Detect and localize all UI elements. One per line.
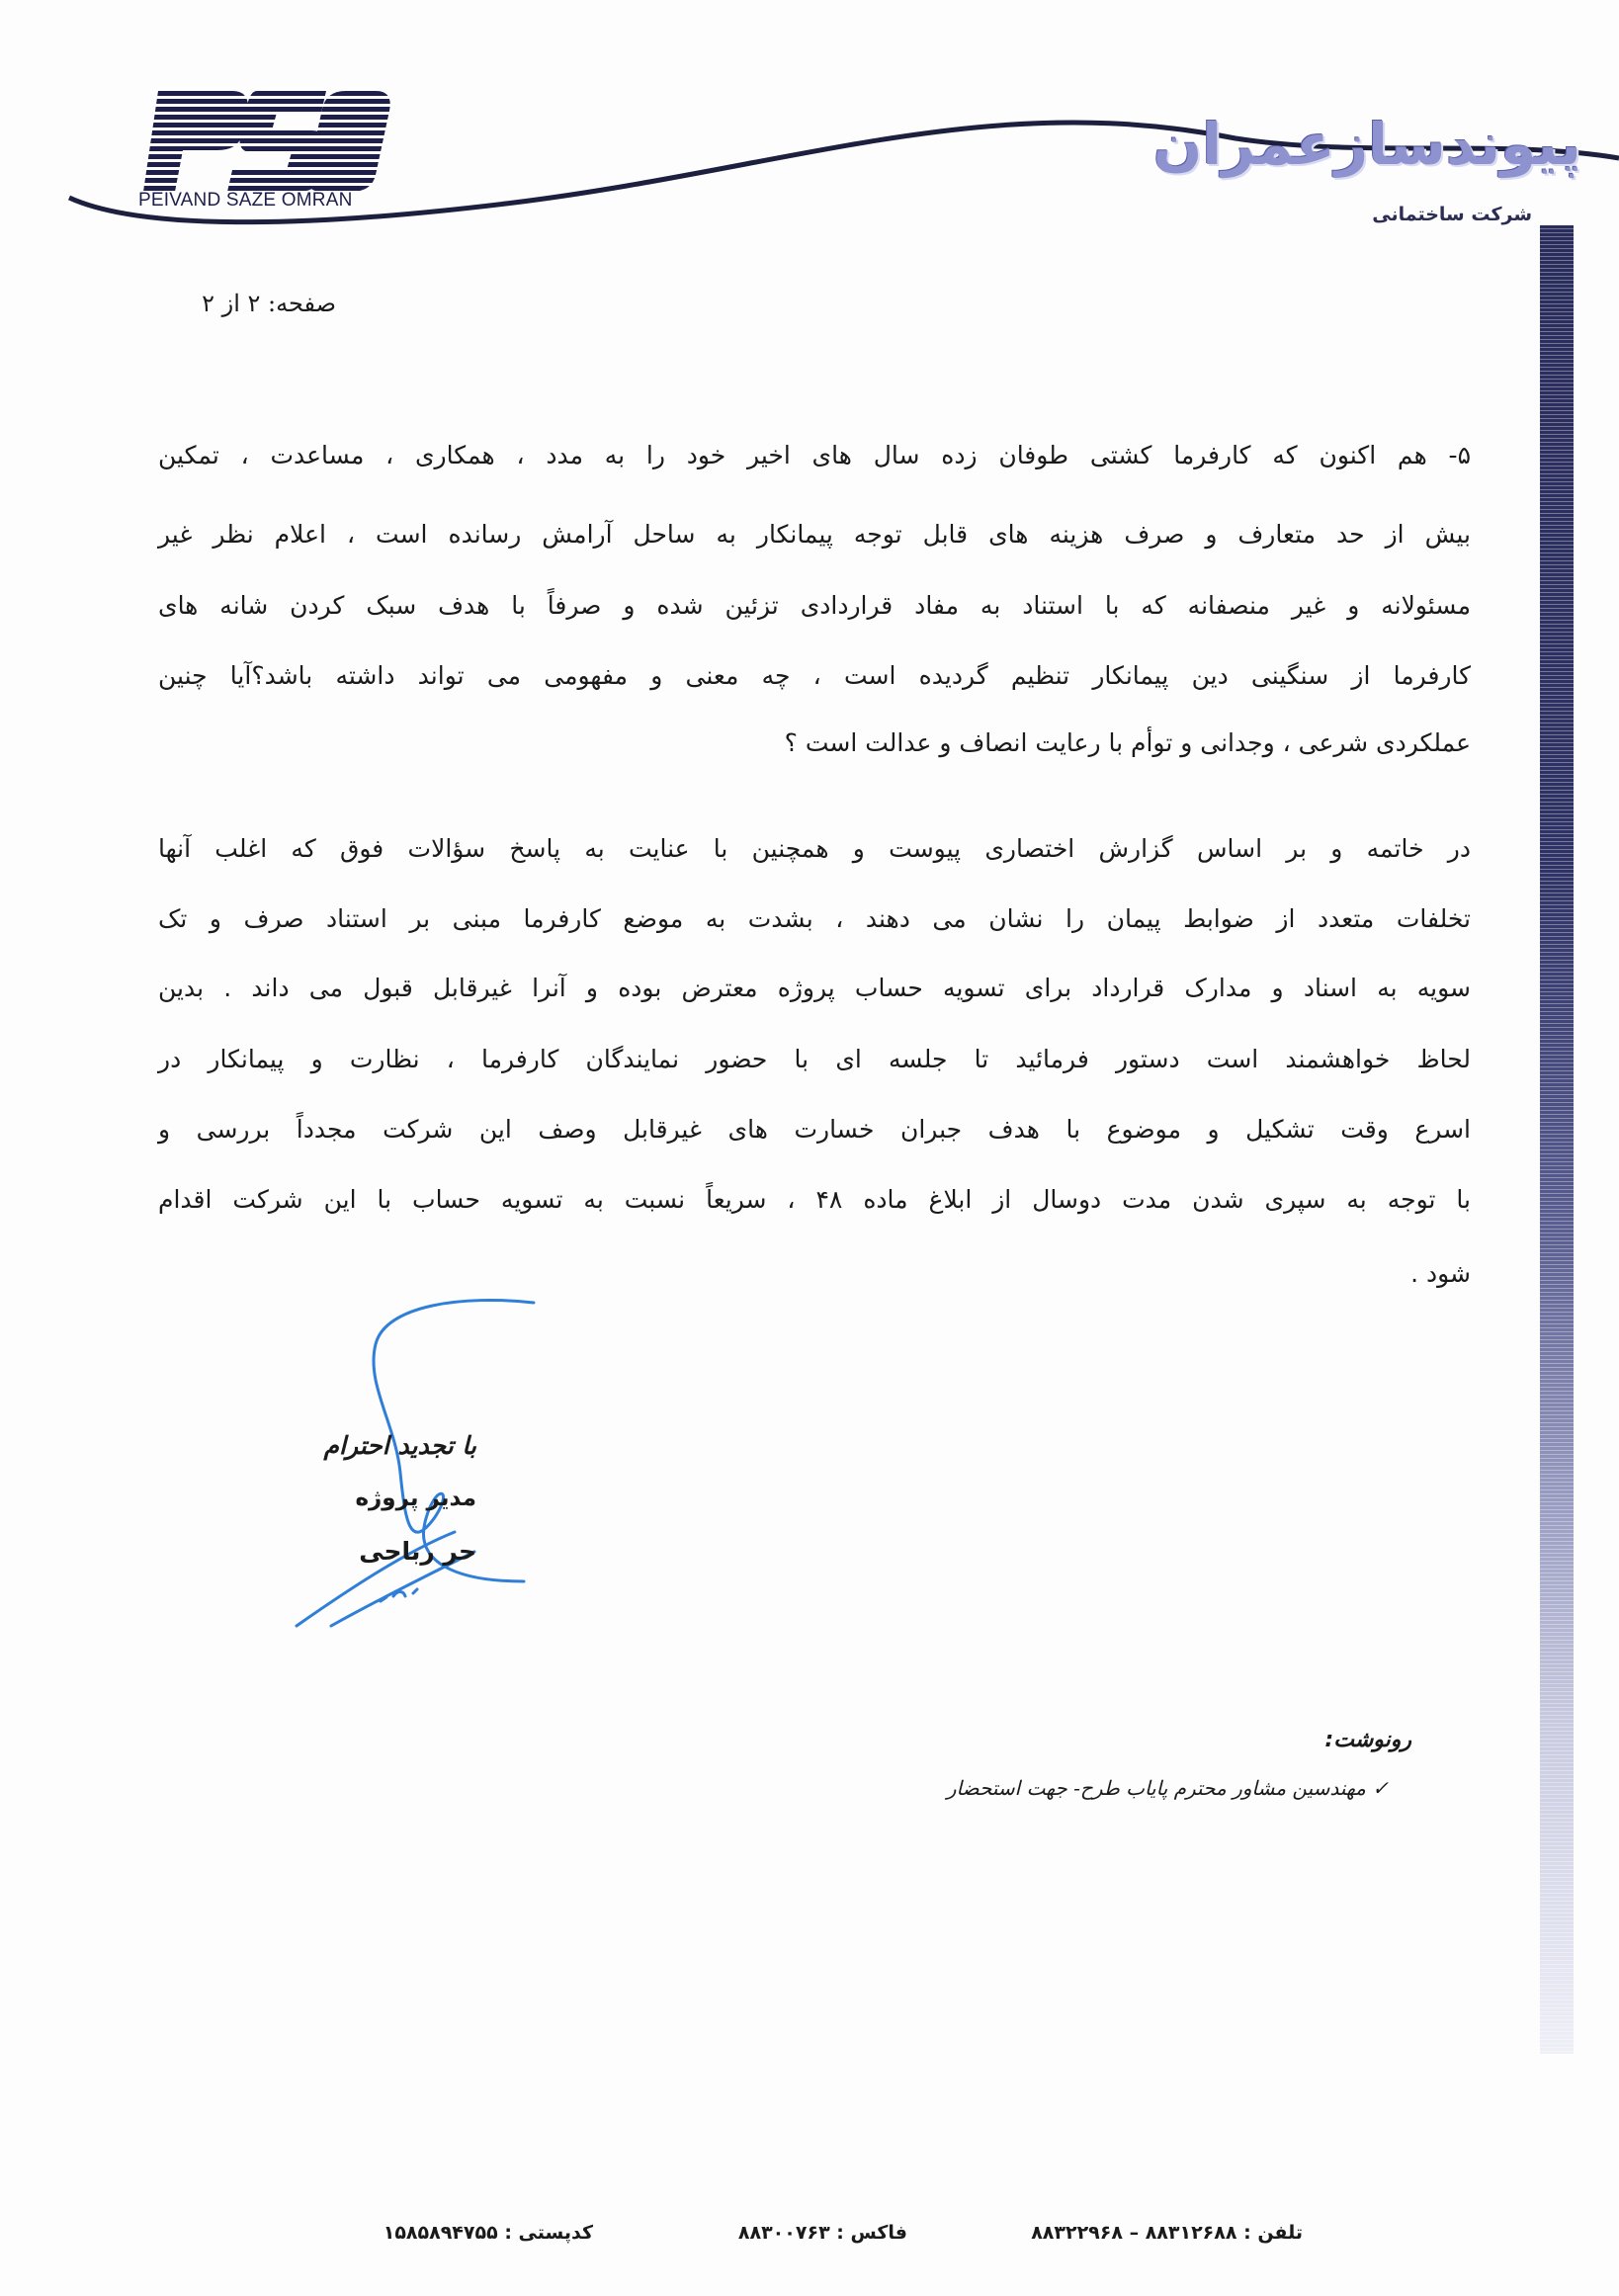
body-line: سویه به اسناد و مدارک قرارداد برای تسویه حساب پروژه معترض بوده و آنرا غیرقابل قبول می داند . بدین xyxy=(158,974,1471,1002)
postcode-value: ۱۵۸۵۸۹۴۷۵۵ xyxy=(383,2222,498,2244)
body-line: ۵- هم اکنون که کارفرما کشتی طوفان زده سال های اخیر خود را به مدد ، همکاری ، مساعدت ، تمکین xyxy=(158,441,1471,469)
logo-persian-subtitle: شرکت ساختمانی xyxy=(1372,204,1532,225)
body-line: لحاظ خواهشمند است دستور فرمائید تا جلسه ای با حضور نمایندگان کارفرما ، نظارت و پیمانکار در xyxy=(158,1045,1471,1073)
postcode-label: کدپستی : xyxy=(504,2222,593,2244)
body-line: اسرع وقت تشکیل و موضوع با هدف جبران خسارت های غیرقابل وصف این شرکت مجدداً بررسی و xyxy=(158,1115,1471,1144)
body-line: در خاتمه و بر اساس گزارش اختصاری پیوست و همچنین با عنایت به پاسخ سؤالات فوق که اغلب آنها xyxy=(158,834,1471,863)
fax-label: فاکس : xyxy=(836,2222,907,2244)
logo-persian-name: پیوندسازعمران xyxy=(1152,111,1581,178)
cc-item xyxy=(751,1776,1389,1800)
body-line: با توجه به سپری شدن مدت دوسال از ابلاغ ماده ۴۸ ، سریعاً نسبت به تسویه حساب با این شرکت اقدام xyxy=(158,1185,1471,1214)
handwritten-signature-icon xyxy=(287,1285,544,1641)
fax-value: ۸۸۳۰۰۷۶۳ xyxy=(737,2222,830,2244)
pso-logo-icon xyxy=(138,91,390,192)
phone-value: ۸۸۳۱۲۶۸۸ – ۸۸۳۲۲۹۶۸ xyxy=(1031,2222,1237,2244)
body-line: کارفرما از سنگینی دین پیمانکار تنظیم گردیده است ، چه معنی و مفهومی می تواند داشته باشد؟آیا چنین xyxy=(158,661,1471,690)
phone-label: تلفن : xyxy=(1243,2222,1303,2244)
body-line: شود . xyxy=(1410,1259,1471,1288)
footer-phone xyxy=(1031,2222,1303,2244)
signature-closing: با تجدید احترام xyxy=(323,1431,476,1460)
body-line: مسئولانه و غیر منصفانه که با استناد به مفاد قراردادی تزئین شده و صرفاً با هدف سبک کردن شانه های xyxy=(158,591,1471,620)
signature-title: مدیر پروژه xyxy=(355,1486,476,1511)
body-line: تخلفات متعدد از ضوابط پیمان را نشان می دهند ، بشدت به موضع کارفرما مبنی بر استناد صرف و تک xyxy=(158,904,1471,933)
footer-fax xyxy=(738,2222,907,2244)
page-number: صفحه: ۲ از ۲ xyxy=(202,290,336,317)
signature-name: حر رباحی xyxy=(359,1537,476,1566)
body-line: عملکردی شرعی ، وجدانی و توأم با رعایت انصاف و عدالت است ؟ xyxy=(784,728,1471,757)
decorative-side-bar xyxy=(1540,225,1574,2054)
logo-english-name: PEIVAND SAZE OMRAN xyxy=(138,190,353,211)
body-line: بیش از حد متعارف و صرف هزینه های قابل توجه پیمانکار به ساحل آرامش رسانده است ، اعلام نظر غیر xyxy=(158,520,1471,549)
cc-item-text: مهندسین مشاور محترم پایاب طرح- جهت استحضار xyxy=(946,1776,1366,1800)
cc-title: رونوشت: xyxy=(1324,1728,1411,1752)
footer-postcode xyxy=(383,2222,593,2244)
checkmark-icon: ✓ xyxy=(1372,1776,1389,1800)
